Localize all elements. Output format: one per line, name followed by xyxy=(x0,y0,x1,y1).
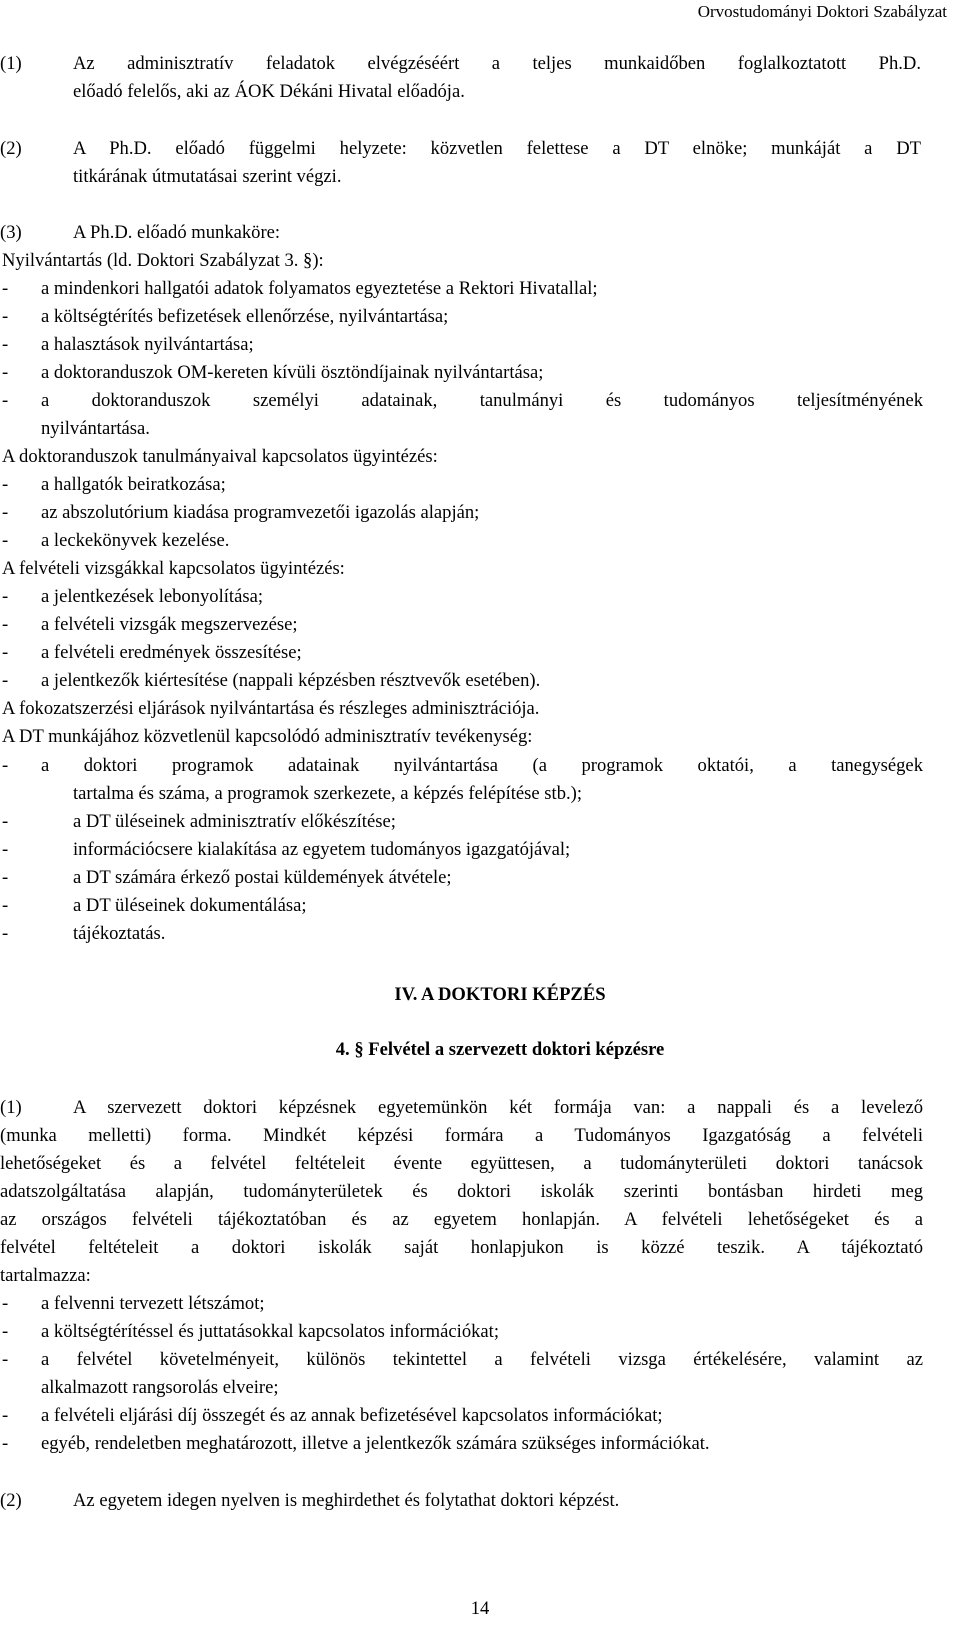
list-item-text: a felvételi eredmények összesítése; xyxy=(41,642,302,663)
list-item-text: a doktori programok adatainak nyilvántartása (a programok oktatói, a tanegységek xyxy=(41,755,923,776)
s4-para1-line xyxy=(0,1206,960,1234)
list-dash: - xyxy=(2,1321,9,1342)
para3-line1 xyxy=(0,219,960,247)
list-item-text: a DT számára érkező postai küldemények átvétele; xyxy=(73,867,452,888)
list-item-text: az abszolutórium kiadása programvezetői igazolás alapján; xyxy=(41,502,480,523)
list-dash: - xyxy=(2,670,9,691)
s4-para1-text: felvétel feltételeit a doktori iskolák saját honlapjukon is közzé teszik. A tájékoztató xyxy=(0,1237,923,1258)
s4-para1-line xyxy=(0,1262,960,1290)
list-item xyxy=(0,499,960,527)
list-item-text: egyéb, rendeletben meghatározott, illetve a jelentkezők számára szükséges információkat. xyxy=(41,1433,710,1454)
para3-text-line1: A Ph.D. előadó munkaköre: xyxy=(73,222,281,243)
list-dash: - xyxy=(2,811,9,832)
s4-para1-number: (1) xyxy=(0,1097,22,1118)
list-item-continuation xyxy=(0,780,960,808)
list-dash: - xyxy=(2,390,9,411)
list-item xyxy=(0,752,960,780)
list-item xyxy=(0,359,960,387)
list-item-text: a jelentkezők kiértesítése (nappali képzésben résztvevők esetében). xyxy=(41,670,541,691)
list-dash: - xyxy=(2,1293,9,1314)
list-dash: - xyxy=(2,586,9,607)
list-item-text: tartalma és száma, a programok szerkezete, a képzés felépítése stb.); xyxy=(73,783,583,804)
intro-dt-munka: A DT munkájához közvetlenül kapcsolódó adminisztratív tevékenység: xyxy=(2,726,533,747)
intro-tanulmanyi: A doktoranduszok tanulmányaival kapcsolatos ügyintézés: xyxy=(2,446,438,467)
list-item-text: nyilvántartása. xyxy=(41,418,150,439)
list-dash: - xyxy=(2,278,9,299)
s4-para1-text: lehetőségeket és a felvétel feltételeit évente együttesen, a tudományterületi doktori tanácsok xyxy=(0,1153,923,1174)
list-dash: - xyxy=(2,334,9,355)
list-item xyxy=(0,303,960,331)
para2-line2 xyxy=(0,163,960,191)
list-item-text: a költségtérítéssel és juttatásokkal kapcsolatos információkat; xyxy=(41,1321,499,1342)
s4-para1-line xyxy=(0,1150,960,1178)
intro-felveteli: A felvételi vizsgákkal kapcsolatos ügyintézés: xyxy=(2,558,345,579)
list-dash: - xyxy=(2,530,9,551)
list-item xyxy=(0,808,960,836)
list-item-text: a jelentkezések lebonyolítása; xyxy=(41,586,263,607)
list-item-text: a mindenkori hallgatói adatok folyamatos egyeztetése a Rektori Hivatallal; xyxy=(41,278,598,299)
fokozatszerzes-line: A fokozatszerzési eljárások nyilvántartása és részleges adminisztrációja. xyxy=(2,698,540,719)
list-item xyxy=(0,1290,960,1318)
s4-para1-text: (munka melletti) forma. Mindkét képzési formára a Tudományos Igazgatóság a felvételi xyxy=(0,1125,923,1146)
list-item xyxy=(0,387,960,415)
list-item xyxy=(0,639,960,667)
list-item-text: a leckekönyvek kezelése. xyxy=(41,530,230,551)
list-item xyxy=(0,1346,960,1374)
para2-text-line1: A Ph.D. előadó függelmi helyzete: közvetlen felettese a DT elnöke; munkáját a DT xyxy=(73,138,921,159)
list-item-text: a doktoranduszok személyi adatainak, tanulmányi és tudományos teljesítményének xyxy=(41,390,923,411)
running-header: Orvostudományi Doktori Szabályzat xyxy=(697,2,947,21)
list-dash: - xyxy=(2,1349,9,1370)
para3-line2 xyxy=(0,247,960,275)
para3-number: (3) xyxy=(0,222,22,243)
list-item xyxy=(0,471,960,499)
list-item-text: a doktoranduszok OM-kereten kívüli ösztöndíjainak nyilvántartása; xyxy=(41,362,544,383)
list-item-text: a hallgatók beiratkozása; xyxy=(41,474,226,495)
list-dash: - xyxy=(2,1433,9,1454)
para2-line1 xyxy=(0,135,960,163)
para1-text-line2: előadó felelős, aki az ÁOK Dékáni Hivatal előadója. xyxy=(73,81,465,102)
list-dash: - xyxy=(2,362,9,383)
list-item xyxy=(0,611,960,639)
list-item-text: a felvétel követelményeit, különös tekintettel a felvételi vizsga értékelésére, valamint az xyxy=(41,1349,923,1370)
list-item xyxy=(0,527,960,555)
list-dash: - xyxy=(2,895,9,916)
subsection-title: 4. § Felvétel a szervezett doktori képzésre xyxy=(335,1039,665,1060)
list-item xyxy=(0,667,960,695)
list-dash: - xyxy=(2,614,9,635)
list-item xyxy=(0,1430,960,1458)
s4-para2-line xyxy=(0,1487,960,1515)
s4-para1-text: az országos felvételi tájékoztatóban és az egyetem honlapján. A felvételi lehetőségeket és a xyxy=(0,1209,923,1230)
list-item-text: a felvételi eljárási díj összegét és az annak befizetésével kapcsolatos információkat; xyxy=(41,1405,663,1426)
para2-number: (2) xyxy=(0,138,22,159)
list-item-text: a felvenni tervezett létszámot; xyxy=(41,1293,265,1314)
list-item-text: alkalmazott rangsorolás elveire; xyxy=(41,1377,279,1398)
para1-number: (1) xyxy=(0,53,22,74)
s4-para2-number: (2) xyxy=(0,1490,22,1511)
list-item xyxy=(0,331,960,359)
list-item-text: a DT üléseinek adminisztratív előkészítése; xyxy=(73,811,396,832)
list-item xyxy=(0,920,960,948)
para3-text-line2: Nyilvántartás (ld. Doktori Szabályzat 3. §): xyxy=(2,250,324,271)
list-item-text: a felvételi vizsgák megszervezése; xyxy=(41,614,298,635)
list-dash: - xyxy=(2,474,9,495)
list-dash: - xyxy=(2,867,9,888)
list-dash: - xyxy=(2,839,9,860)
s4-para1-line xyxy=(0,1122,960,1150)
list-item-continuation xyxy=(0,415,960,443)
s4-para1-text: tartalmazza: xyxy=(0,1265,91,1286)
list-item xyxy=(0,583,960,611)
list-item-text: a költségtérítés befizetések ellenőrzése, nyilvántartása; xyxy=(41,306,449,327)
list-item xyxy=(0,892,960,920)
list-dash: - xyxy=(2,306,9,327)
para1-line2 xyxy=(0,78,960,106)
para2-text-line2: titkárának útmutatásai szerint végzi. xyxy=(73,166,342,187)
s4-para1-line xyxy=(0,1234,960,1262)
list-item-text: a DT üléseinek dokumentálása; xyxy=(73,895,307,916)
list-item xyxy=(0,275,960,303)
list-item-text: információcsere kialakítása az egyetem tudományos igazgatójával; xyxy=(73,839,571,860)
list-item xyxy=(0,1318,960,1346)
list-dash: - xyxy=(2,502,9,523)
list-dash: - xyxy=(2,923,9,944)
s4-para1-line xyxy=(0,1094,960,1122)
s4-para2-text: Az egyetem idegen nyelven is meghirdethet és folytathat doktori képzést. xyxy=(73,1490,620,1511)
list-item xyxy=(0,864,960,892)
list-item-text: a halasztások nyilvántartása; xyxy=(41,334,254,355)
section-title: IV. A DOKTORI KÉPZÉS xyxy=(394,984,606,1005)
list-dash: - xyxy=(2,755,9,776)
para1-line1 xyxy=(0,50,960,78)
list-dash: - xyxy=(2,642,9,663)
s4-para1-text: adatszolgáltatása alapján, tudományterületek és doktori iskolák szerinti bontásban hirdeti meg xyxy=(0,1181,923,1202)
s4-para1-line xyxy=(0,1178,960,1206)
list-item-continuation xyxy=(0,1374,960,1402)
list-item xyxy=(0,836,960,864)
s4-para1-text: A szervezett doktori képzésnek egyetemünkön két formája van: a nappali és a levelező xyxy=(73,1097,923,1118)
list-item xyxy=(0,1402,960,1430)
list-dash: - xyxy=(2,1405,9,1426)
page-number: 14 xyxy=(470,1598,490,1619)
para1-text-line1: Az adminisztratív feladatok elvégzéséért a teljes munkaidőben foglalkoztatott Ph.D. xyxy=(73,53,921,74)
list-item-text: tájékoztatás. xyxy=(73,923,166,944)
